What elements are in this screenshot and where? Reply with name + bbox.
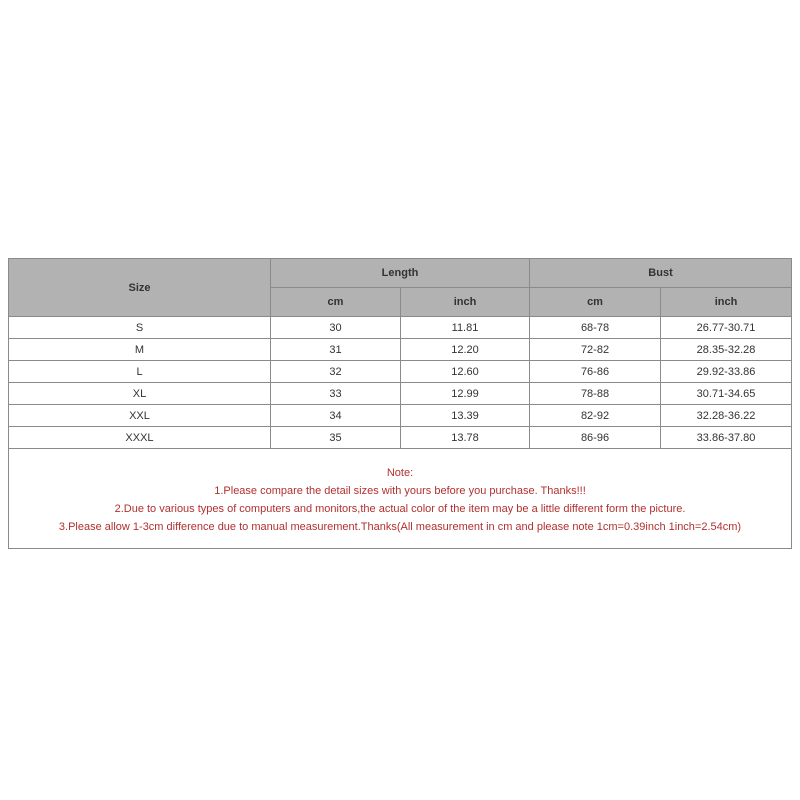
size-chart (8, 258, 791, 549)
size-cell: XL (9, 383, 271, 405)
table-row (9, 361, 792, 383)
length-inch-cell: 13.39 (401, 405, 530, 427)
bust-inch-cell: 26.77-30.71 (661, 317, 792, 339)
length-cm-cell: 33 (271, 383, 401, 405)
length-cm-cell: 34 (271, 405, 401, 427)
length-inch-header: inch (401, 288, 530, 317)
bust-inch-cell: 33.86-37.80 (661, 427, 792, 449)
size-cell: XXL (9, 405, 271, 427)
length-cm-cell: 35 (271, 427, 401, 449)
length-cm-cell: 32 (271, 361, 401, 383)
bust-inch-header: inch (661, 288, 792, 317)
length-inch-cell: 13.78 (401, 427, 530, 449)
length-inch-cell: 12.99 (401, 383, 530, 405)
note-line: 3.Please allow 1-3cm difference due to manual measurement.Thanks(All measurement in cm and please note 1cm=0.39inch 1inch=2.54cm) (58, 520, 742, 533)
length-inch-cell: 11.81 (401, 317, 530, 339)
bust-header: Bust (530, 259, 792, 288)
length-cm-header: cm (271, 288, 401, 317)
bust-inch-cell: 30.71-34.65 (661, 383, 792, 405)
bust-cm-cell: 68-78 (530, 317, 661, 339)
bust-cm-cell: 78-88 (530, 383, 661, 405)
table-row (9, 317, 792, 339)
bust-inch-cell: 32.28-36.22 (661, 405, 792, 427)
size-cell: XXXL (9, 427, 271, 449)
length-cm-cell: 31 (271, 339, 401, 361)
bust-cm-cell: 72-82 (530, 339, 661, 361)
bust-cm-header: cm (530, 288, 661, 317)
bust-cm-cell: 86-96 (530, 427, 661, 449)
table-row (9, 339, 792, 361)
size-table (8, 258, 792, 549)
size-cell: L (9, 361, 271, 383)
size-cell: S (9, 317, 271, 339)
length-cm-cell: 30 (271, 317, 401, 339)
note-line: 1.Please compare the detail sizes with yours before you purchase. Thanks!!! (214, 484, 586, 497)
length-header: Length (271, 259, 530, 288)
header-group-row (9, 259, 792, 288)
length-inch-cell: 12.20 (401, 339, 530, 361)
table-row (9, 427, 792, 449)
note-cell (9, 449, 792, 549)
size-cell: M (9, 339, 271, 361)
bust-cm-cell: 82-92 (530, 405, 661, 427)
table-row (9, 405, 792, 427)
note-title: Note: (386, 466, 414, 479)
note-line: 2.Due to various types of computers and monitors,the actual color of the item may be a little different form the picture. (114, 502, 686, 515)
bust-inch-cell: 28.35-32.28 (661, 339, 792, 361)
bust-cm-cell: 76-86 (530, 361, 661, 383)
bust-inch-cell: 29.92-33.86 (661, 361, 792, 383)
size-header: Size (9, 259, 271, 317)
table-row (9, 383, 792, 405)
length-inch-cell: 12.60 (401, 361, 530, 383)
note-row (9, 449, 792, 549)
